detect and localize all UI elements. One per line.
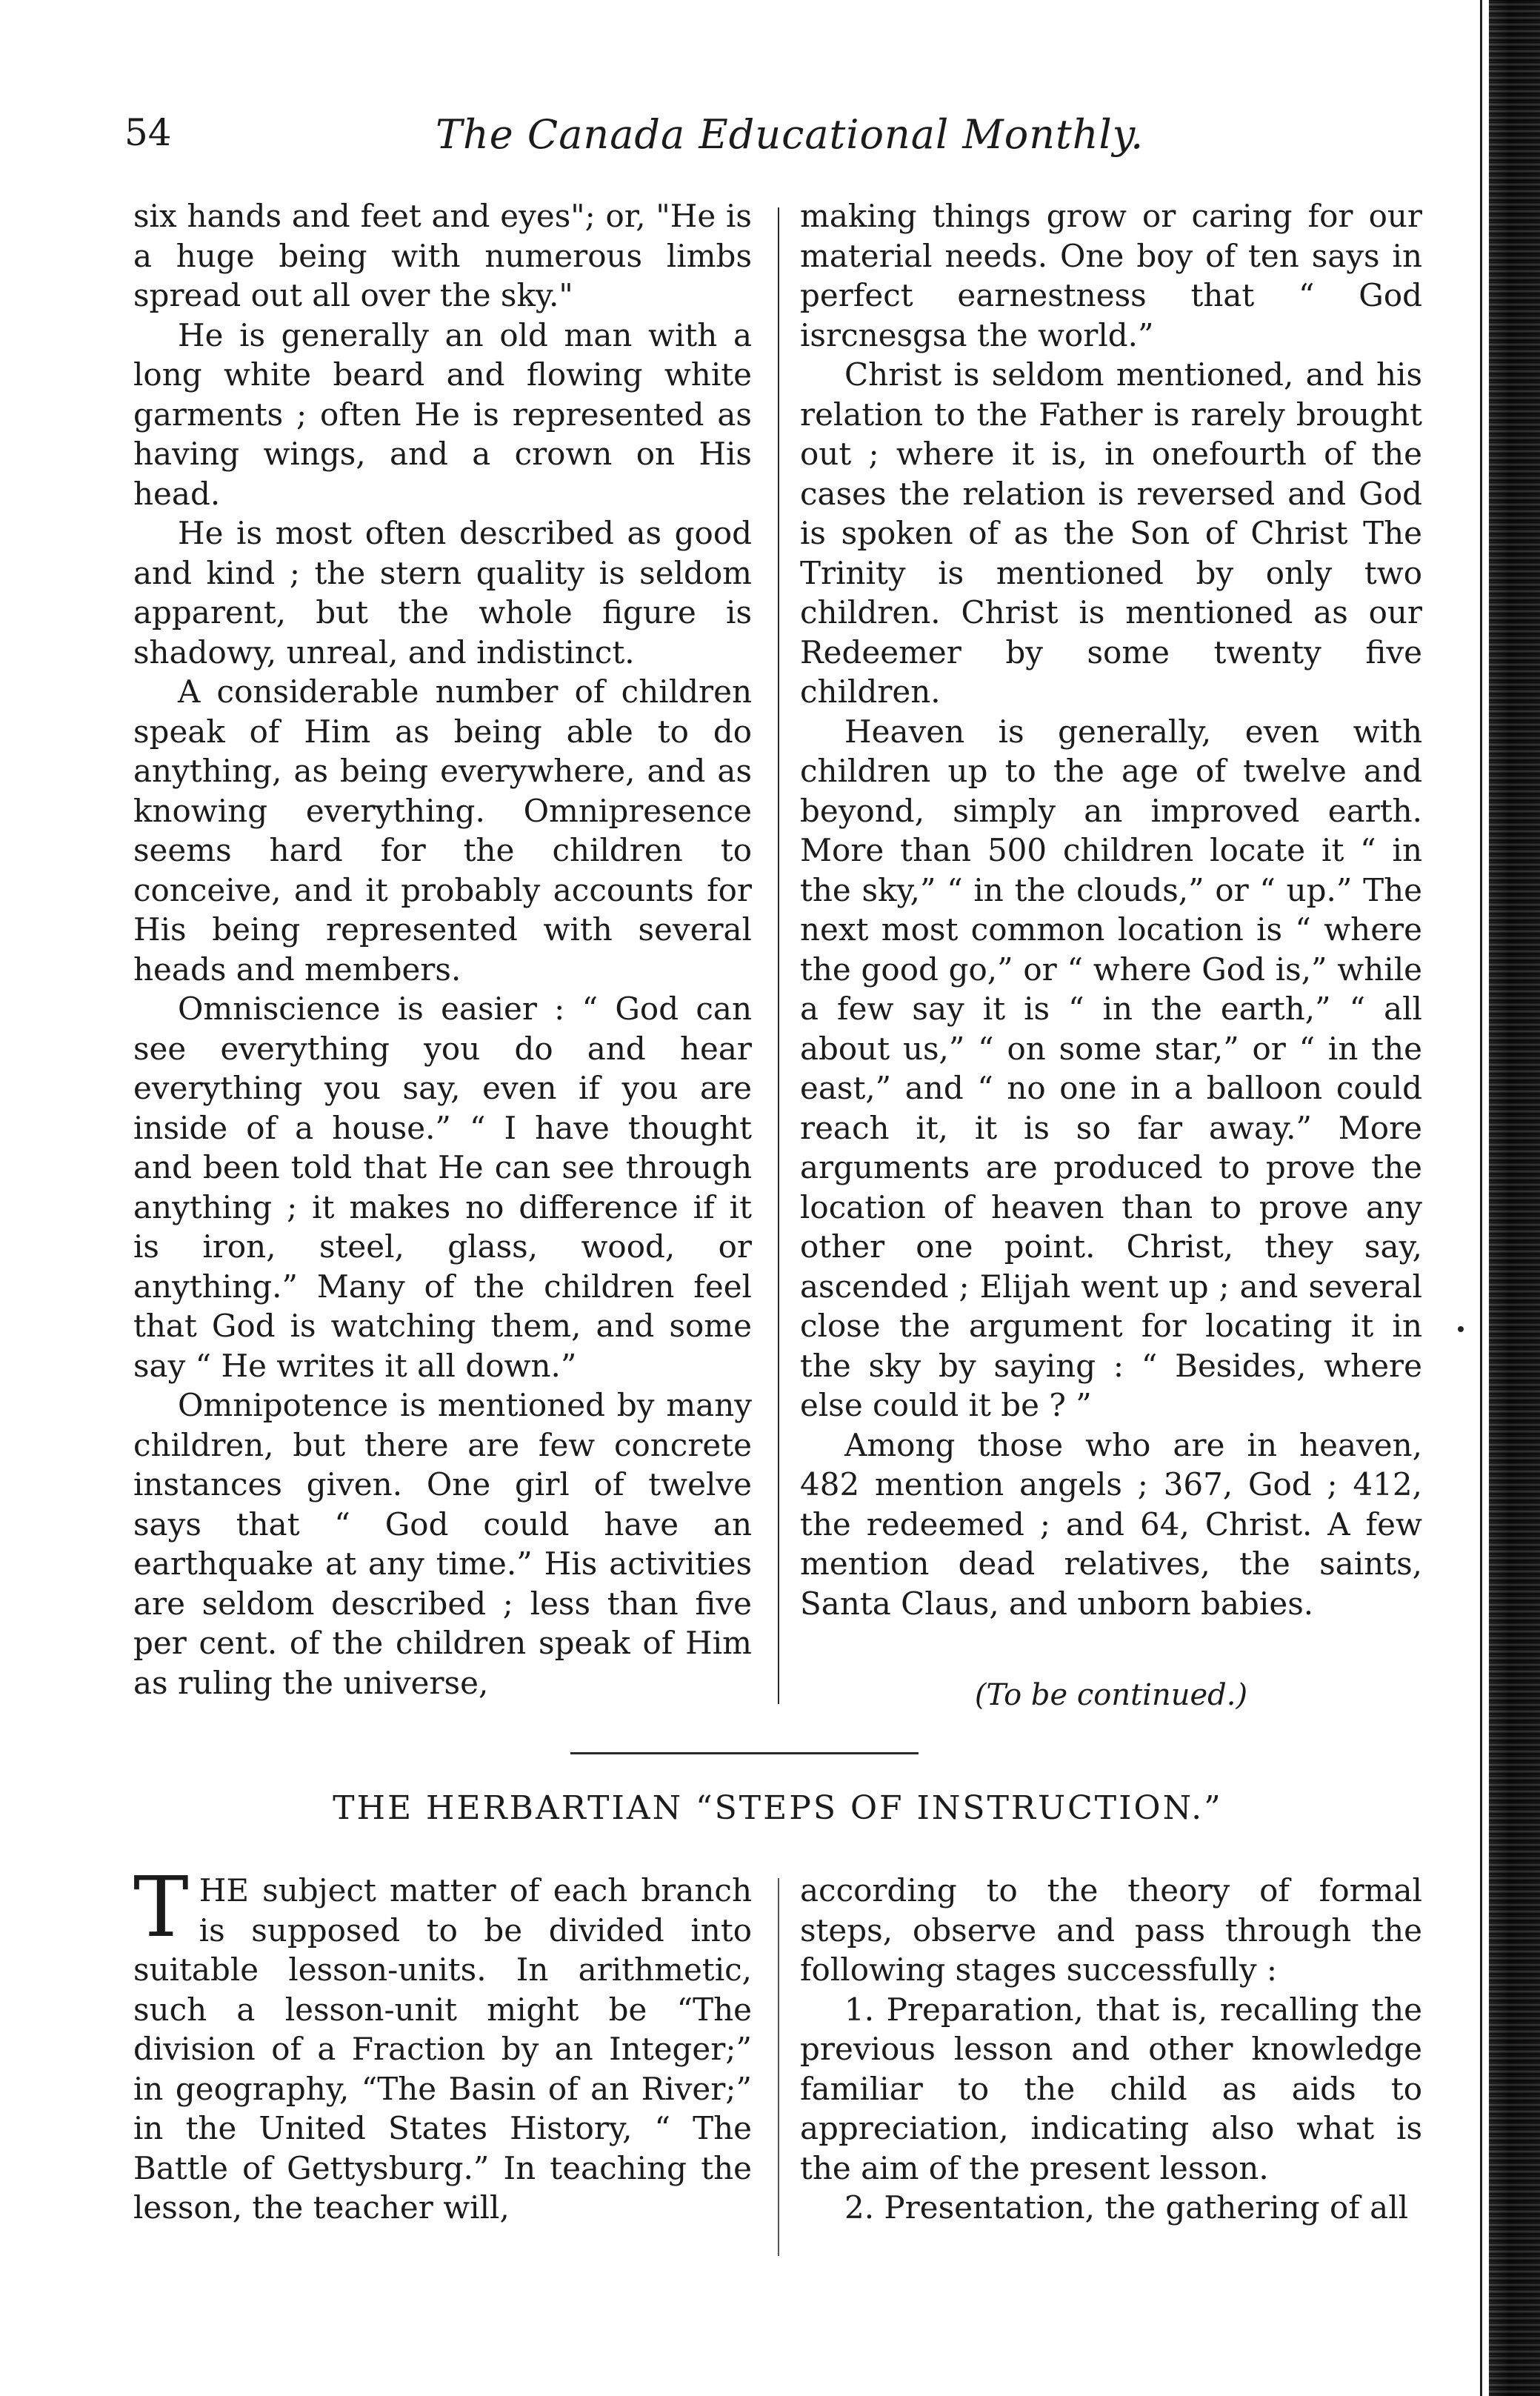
paragraph: He is most often described as good and kind ; the stern quality is seldom apparent, but the whole figure is shadowy, unreal, and indistinct. xyxy=(133,515,752,670)
paragraph: according to the theory of formal steps, observe and pass through the following stages successfully : xyxy=(800,1872,1422,1988)
paragraph: He is generally an old man with a long white beard and flowing white garments ; often He is represented as having wings, and a crown on His head. xyxy=(133,316,752,512)
page-number: 54 xyxy=(124,111,172,154)
paragraph: Christ is seldom mentioned, and his relation to the Father is rarely brought out ; where it is, in onefourth of the cases the relation is reversed and God is spoken of as the Son of Christ The Trinity is mentioned by only two children. Christ is mentioned as our Redeemer by some twenty five children. xyxy=(800,356,1422,710)
paragraph: 1. Preparation, that is, recalling the previous lesson and other knowledge familiar to the child as aids to appreciation, indicating also what is the aim of the present lesson. xyxy=(800,1991,1422,2186)
binding-edge xyxy=(1489,0,1540,2396)
article-left-column xyxy=(133,1860,752,2228)
ink-speck xyxy=(1458,1326,1464,1332)
section-divider xyxy=(570,1752,919,1754)
article-title: THE HERBARTIAN “STEPS OF INSTRUCTION.” xyxy=(333,1789,1223,1827)
paragraph: six hands and feet and eyes"; or, "He is a huge being with numerous limbs spread out all over the sky." xyxy=(133,198,752,313)
paragraph: 2. Presentation, the gathering of all xyxy=(844,2189,1409,2226)
column-divider xyxy=(778,1878,779,2256)
paragraph: Among those who are in heaven, 482 mention angels ; 367, God ; 412, the redeemed ; and 64, Christ. A few mention dead relatives, the saints, Santa Claus, and unborn babies. xyxy=(800,1426,1422,1622)
drop-cap: T xyxy=(133,1860,189,1956)
paragraph: A considerable number of children speak of Him as being able to do anything, as being everywhere, and as knowing everything. Omnipresence seems hard for the children to conceive, and it probably accounts for His being represented with several heads and members. xyxy=(133,673,752,988)
page-edge-line xyxy=(1480,0,1482,2396)
running-header xyxy=(124,111,1144,163)
column-divider xyxy=(778,207,779,1704)
paragraph: Omnipotence is mentioned by many children, but there are few concrete instances given. One girl of twelve says that “ God could have an earthquake at any time.” His activities are seldom described ; less than five per cent. of the children speak of Him as ruling the universe, xyxy=(133,1387,752,1701)
paragraph: making things grow or caring for our material needs. One boy of ten says in perfect earnestness that “ God isrcnesgsa the world.” xyxy=(800,198,1422,353)
article-right-column xyxy=(800,1871,1422,2228)
section1-right-column xyxy=(800,196,1422,1623)
paragraph-text: HE subject matter of each branch is supposed to be divided into suitable lesson-units. In arithmetic, such a lesson-unit might be “The division of a Fraction by an Integer;” in geography, “The Basin of an River;” in the United States History, “ The Battle of Gettysburg.” In teaching the lesson, the teacher will, xyxy=(133,1872,752,2226)
journal-title: The Canada Educational Monthly. xyxy=(436,111,1144,158)
paragraph: Heaven is generally, even with children up to the age of twelve and beyond, simply an improved earth. More than 500 children locate it “ in the sky,” “ in the clouds,” or “ up.” The next most common location is “ where the good go,” or “ where God is,” while a few say it is “ in the earth,” “ all about us,” “ on some star,” or “ in the east,” and “ no one in a balloon could reach it, it is so far away.” More arguments are produced to prove the location of heaven than to prove any other one point. Christ, they say, ascended ; Elijah went up ; and several close the argument for locating it in the sky by saying : “ Besides, where else could it be ? ” xyxy=(800,713,1422,1423)
section1-left-column xyxy=(133,196,752,1703)
paragraph xyxy=(133,1860,752,2228)
to-be-continued: (To be continued.) xyxy=(974,1678,1248,1712)
paragraph: Omniscience is easier : “ God can see everything you do and hear everything you say, even if you are inside of a house.” “ I have thought and been told that He can see through anything ; it makes no difference if it is iron, steel, glass, wood, or anything.” Many of the children feel that God is watching them, and some say “ He writes it all down.” xyxy=(133,991,752,1384)
